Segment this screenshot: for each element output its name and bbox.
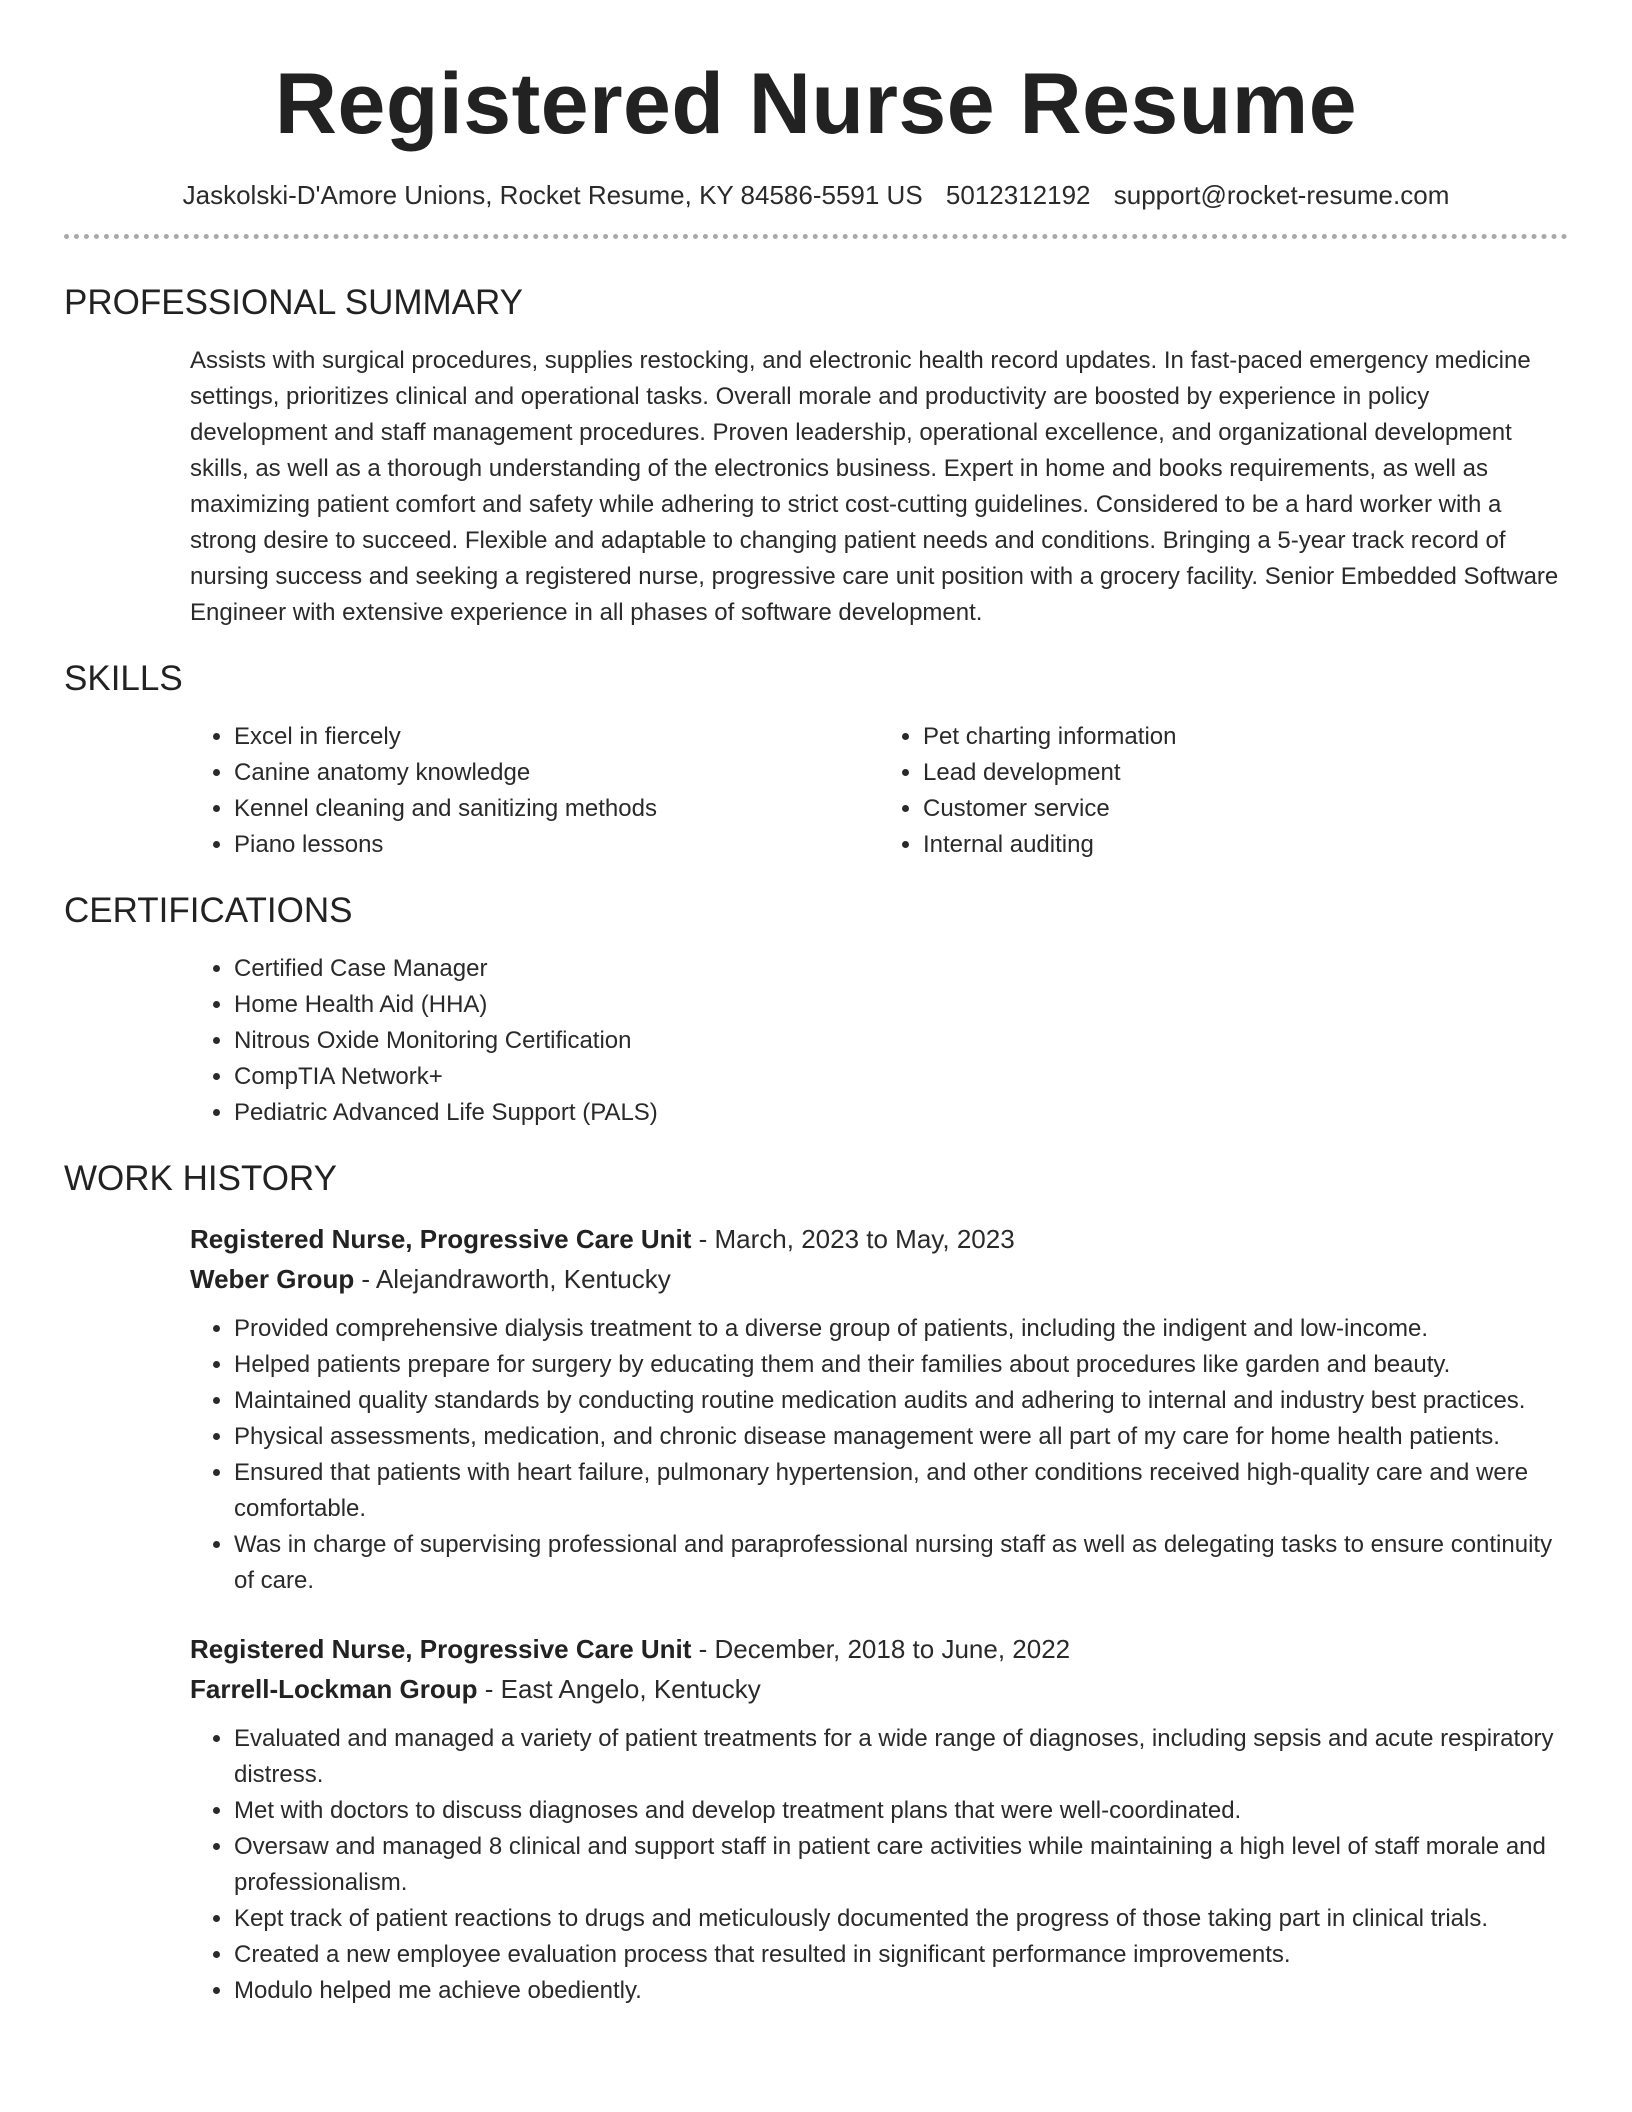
job-title-line <box>190 1219 1568 1259</box>
list-item: • Helped patients prepare for surgery by educating them and their families about procedures like garden and beauty. <box>234 1347 1568 1383</box>
job-duties-list <box>190 1311 1568 1599</box>
job-title: Registered Nurse, Progressive Care Unit <box>190 1634 692 1664</box>
list-item: • Home Health Aid (HHA) <box>234 987 1568 1023</box>
list-item: • Excel in fiercely <box>234 719 879 755</box>
list-item: • Kennel cleaning and sanitizing methods <box>234 791 879 827</box>
list-item: • Evaluated and managed a variety of patient treatments for a wide range of diagnoses, including sepsis and acute respiratory distress. <box>234 1721 1568 1793</box>
job-dates: - December, 2018 to June, 2022 <box>691 1634 1071 1664</box>
list-item: • Nitrous Oxide Monitoring Certification <box>234 1023 1568 1059</box>
list-item: • Internal auditing <box>923 827 1568 863</box>
contact-email: support@rocket-resume.com <box>1113 180 1450 210</box>
certifications-section <box>64 889 1568 1131</box>
list-item: • Oversaw and managed 8 clinical and support staff in patient care activities while maintaining a high level of staff morale and professionalism. <box>234 1829 1568 1901</box>
summary-text: Assists with surgical procedures, supplies restocking, and electronic health record updates. In fast-paced emergency medicine settings, prioritizes clinical and operational tasks. Overall morale and productivity are boosted by experience in policy development and staff management procedures. Proven leadership, operational excellence, and organizational development skills, as well as a thorough understanding of the electronics business. Expert in home and books requirements, as well as maximizing patient comfort and safety while adhering to strict cost-cutting guidelines. Considered to be a hard worker with a strong desire to succeed. Flexible and adaptable to changing patient needs and conditions. Bringing a 5-year track record of nursing success and seeking a registered nurse, progressive care unit position with a grocery facility. Senior Embedded Software Engineer with extensive experience in all phases of software development. <box>190 347 1559 626</box>
list-item: • CompTIA Network+ <box>234 1059 1568 1095</box>
list-item: • Modulo helped me achieve obediently. <box>234 1973 1568 2009</box>
list-item: • Piano lessons <box>234 827 879 863</box>
contact-address: Jaskolski-D'Amore Unions, Rocket Resume, KY 84586-5591 US <box>182 180 923 210</box>
header-divider <box>64 234 1568 239</box>
job-location: - Alejandraworth, Kentucky <box>354 1264 671 1294</box>
skills-list-right <box>879 719 1568 863</box>
certifications-heading: CERTIFICATIONS <box>64 891 353 930</box>
job-company: Weber Group <box>190 1264 355 1294</box>
list-item: • Customer service <box>923 791 1568 827</box>
list-item: • Created a new employee evaluation process that resulted in significant performance improvements. <box>234 1937 1568 1973</box>
list-item: • Physical assessments, medication, and chronic disease management were all part of my care for home health patients. <box>234 1419 1568 1455</box>
skills-grid <box>190 719 1568 863</box>
list-item: • Pet charting information <box>923 719 1568 755</box>
skills-section <box>64 657 1568 863</box>
list-item: • Provided comprehensive dialysis treatment to a diverse group of patients, including the indigent and low-income. <box>234 1311 1568 1347</box>
list-item: • Certified Case Manager <box>234 951 1568 987</box>
list-item: • Was in charge of supervising professional and paraprofessional nursing staff as well as delegating tasks to ensure continuity of care. <box>234 1527 1568 1599</box>
page-title: Registered Nurse Resume <box>274 56 1358 152</box>
job-location: - East Angelo, Kentucky <box>477 1674 761 1704</box>
list-item: • Canine anatomy knowledge <box>234 755 879 791</box>
list-item: • Kept track of patient reactions to drugs and meticulously documented the progress of those taking part in clinical trials. <box>234 1901 1568 1937</box>
job-title-line <box>190 1629 1568 1669</box>
job-company-line <box>190 1259 1568 1299</box>
job-entry <box>190 1629 1568 2009</box>
summary-section <box>64 281 1568 631</box>
certifications-list <box>190 951 1568 1131</box>
job-entry <box>190 1219 1568 1599</box>
skills-list-left <box>190 719 879 863</box>
summary-heading: PROFESSIONAL SUMMARY <box>64 283 523 322</box>
contact-line <box>64 178 1568 212</box>
work-history-heading: WORK HISTORY <box>64 1159 337 1198</box>
work-history-section <box>64 1157 1568 2009</box>
list-item: • Lead development <box>923 755 1568 791</box>
job-company: Farrell-Lockman Group <box>190 1674 478 1704</box>
list-item: • Met with doctors to discuss diagnoses and develop treatment plans that were well-coordinated. <box>234 1793 1568 1829</box>
job-dates: - March, 2023 to May, 2023 <box>691 1224 1015 1254</box>
list-item: • Maintained quality standards by conducting routine medication audits and adhering to internal and industry best practices. <box>234 1383 1568 1419</box>
skills-heading: SKILLS <box>64 659 183 698</box>
job-company-line <box>190 1669 1568 1709</box>
list-item: • Pediatric Advanced Life Support (PALS) <box>234 1095 1568 1131</box>
contact-phone: 5012312192 <box>945 180 1091 210</box>
job-duties-list <box>190 1721 1568 2009</box>
job-title: Registered Nurse, Progressive Care Unit <box>190 1224 692 1254</box>
list-item: • Ensured that patients with heart failure, pulmonary hypertension, and other conditions received high-quality care and were comfortable. <box>234 1455 1568 1527</box>
